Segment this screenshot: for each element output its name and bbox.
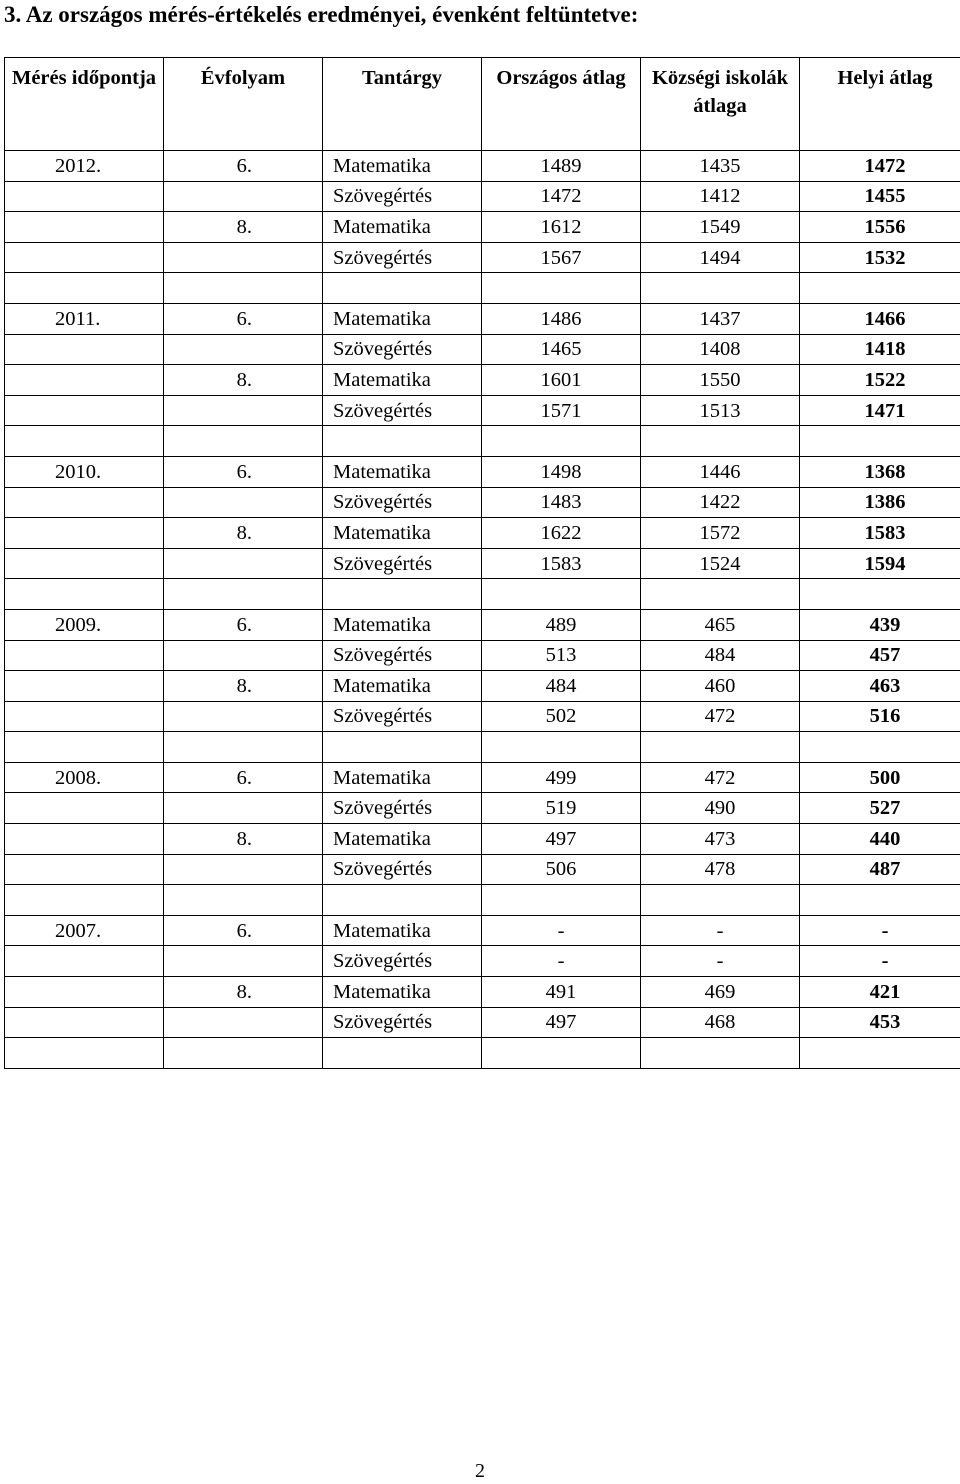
cell-national: 1567	[482, 242, 641, 273]
cell-grade: 6.	[164, 915, 323, 946]
cell-national: -	[482, 915, 641, 946]
table-header-row	[5, 58, 960, 151]
empty-cell	[5, 579, 164, 610]
cell-grade	[164, 701, 323, 732]
cell-subject: Szövegértés	[323, 487, 482, 518]
cell-local: 487	[800, 854, 960, 885]
cell-national: 497	[482, 824, 641, 855]
cell-local: 1386	[800, 487, 960, 518]
cell-grade: 8.	[164, 824, 323, 855]
cell-local: 439	[800, 609, 960, 640]
empty-cell	[323, 273, 482, 304]
cell-date: 2011.	[5, 303, 164, 334]
table-row	[5, 977, 960, 1008]
cell-date	[5, 365, 164, 396]
cell-village: 468	[641, 1007, 800, 1038]
cell-date	[5, 518, 164, 549]
cell-subject: Matematika	[323, 671, 482, 702]
cell-date	[5, 212, 164, 243]
cell-grade	[164, 946, 323, 977]
empty-cell	[164, 426, 323, 457]
empty-cell	[323, 579, 482, 610]
table-row	[5, 487, 960, 518]
cell-date	[5, 487, 164, 518]
cell-grade: 8.	[164, 212, 323, 243]
cell-date: 2010.	[5, 456, 164, 487]
empty-cell	[800, 579, 960, 610]
cell-grade	[164, 242, 323, 273]
cell-village: 1435	[641, 151, 800, 182]
cell-national: 1483	[482, 487, 641, 518]
cell-local: 1594	[800, 548, 960, 579]
section-heading: 3. Az országos mérés-értékelés eredményei, évenként feltüntetve:	[4, 2, 639, 27]
empty-cell	[5, 426, 164, 457]
header-village: Községi iskolák átlaga	[641, 58, 800, 151]
table-body	[5, 151, 960, 1069]
cell-grade	[164, 793, 323, 824]
cell-national: 506	[482, 854, 641, 885]
cell-national: 513	[482, 640, 641, 671]
cell-village: 1408	[641, 334, 800, 365]
cell-village: 1412	[641, 181, 800, 212]
cell-village: 1572	[641, 518, 800, 549]
cell-village: 1524	[641, 548, 800, 579]
cell-local: 1471	[800, 395, 960, 426]
cell-date	[5, 395, 164, 426]
cell-subject: Szövegértés	[323, 242, 482, 273]
cell-local: 1418	[800, 334, 960, 365]
cell-local: 1556	[800, 212, 960, 243]
table-row	[5, 518, 960, 549]
cell-national: -	[482, 946, 641, 977]
empty-cell	[641, 1038, 800, 1069]
cell-grade	[164, 854, 323, 885]
cell-local: 453	[800, 1007, 960, 1038]
page-number: 2	[475, 1460, 485, 1482]
cell-date	[5, 977, 164, 1008]
cell-local: 1455	[800, 181, 960, 212]
empty-cell	[482, 579, 641, 610]
cell-subject: Szövegértés	[323, 854, 482, 885]
cell-grade	[164, 395, 323, 426]
table-row	[5, 854, 960, 885]
cell-national: 1612	[482, 212, 641, 243]
cell-local: 463	[800, 671, 960, 702]
empty-cell	[800, 273, 960, 304]
cell-date	[5, 793, 164, 824]
cell-village: 1422	[641, 487, 800, 518]
cell-village: 472	[641, 701, 800, 732]
empty-cell	[5, 1038, 164, 1069]
cell-subject: Szövegértés	[323, 334, 482, 365]
table-row	[5, 242, 960, 273]
empty-cell	[164, 732, 323, 763]
cell-grade: 6.	[164, 151, 323, 182]
empty-cell	[800, 1038, 960, 1069]
table-row	[5, 395, 960, 426]
header-grade: Évfolyam	[164, 58, 323, 151]
cell-subject: Matematika	[323, 303, 482, 334]
cell-national: 1498	[482, 456, 641, 487]
cell-national: 499	[482, 762, 641, 793]
results-table	[4, 57, 960, 1069]
table-row	[5, 365, 960, 396]
cell-grade: 6.	[164, 456, 323, 487]
spacer-row	[5, 426, 960, 457]
cell-subject: Matematika	[323, 456, 482, 487]
cell-subject: Szövegértés	[323, 395, 482, 426]
spacer-row	[5, 579, 960, 610]
cell-grade: 6.	[164, 609, 323, 640]
cell-date	[5, 640, 164, 671]
cell-village: -	[641, 915, 800, 946]
cell-date	[5, 854, 164, 885]
cell-national: 489	[482, 609, 641, 640]
cell-national: 1465	[482, 334, 641, 365]
header-date: Mérés időpontja	[5, 58, 164, 151]
cell-village: 1494	[641, 242, 800, 273]
cell-national: 1489	[482, 151, 641, 182]
cell-grade: 8.	[164, 671, 323, 702]
empty-cell	[482, 885, 641, 916]
header-subject: Tantárgy	[323, 58, 482, 151]
cell-village: 484	[641, 640, 800, 671]
cell-local: 440	[800, 824, 960, 855]
cell-subject: Szövegértés	[323, 548, 482, 579]
empty-cell	[164, 885, 323, 916]
table-row	[5, 946, 960, 977]
cell-date	[5, 701, 164, 732]
table-row	[5, 181, 960, 212]
cell-national: 1472	[482, 181, 641, 212]
cell-subject: Matematika	[323, 762, 482, 793]
cell-village: 1513	[641, 395, 800, 426]
cell-village: 473	[641, 824, 800, 855]
cell-village: 1446	[641, 456, 800, 487]
table-row	[5, 793, 960, 824]
cell-subject: Szövegértés	[323, 1007, 482, 1038]
spacer-row	[5, 1038, 960, 1069]
cell-local: 457	[800, 640, 960, 671]
empty-cell	[164, 273, 323, 304]
cell-village: 478	[641, 854, 800, 885]
cell-local: 1368	[800, 456, 960, 487]
table-row	[5, 212, 960, 243]
table-row	[5, 762, 960, 793]
cell-local: 1522	[800, 365, 960, 396]
table-row	[5, 303, 960, 334]
table-row	[5, 640, 960, 671]
cell-grade: 8.	[164, 518, 323, 549]
empty-cell	[482, 732, 641, 763]
empty-cell	[800, 732, 960, 763]
empty-cell	[5, 732, 164, 763]
empty-cell	[800, 885, 960, 916]
cell-date	[5, 242, 164, 273]
cell-grade	[164, 181, 323, 212]
cell-village: 1549	[641, 212, 800, 243]
cell-national: 502	[482, 701, 641, 732]
cell-grade: 6.	[164, 303, 323, 334]
cell-subject: Matematika	[323, 824, 482, 855]
cell-local: -	[800, 915, 960, 946]
table-row	[5, 456, 960, 487]
cell-subject: Szövegértés	[323, 793, 482, 824]
empty-cell	[323, 426, 482, 457]
cell-national: 1571	[482, 395, 641, 426]
cell-village: 472	[641, 762, 800, 793]
cell-subject: Matematika	[323, 151, 482, 182]
cell-local: 516	[800, 701, 960, 732]
cell-date: 2007.	[5, 915, 164, 946]
empty-cell	[323, 1038, 482, 1069]
empty-cell	[482, 1038, 641, 1069]
table-row	[5, 1007, 960, 1038]
cell-grade	[164, 640, 323, 671]
cell-date: 2008.	[5, 762, 164, 793]
empty-cell	[482, 426, 641, 457]
table-row	[5, 824, 960, 855]
cell-subject: Szövegértés	[323, 946, 482, 977]
cell-local: 1472	[800, 151, 960, 182]
empty-cell	[164, 579, 323, 610]
cell-village: 469	[641, 977, 800, 1008]
empty-cell	[323, 885, 482, 916]
cell-date: 2009.	[5, 609, 164, 640]
cell-village: -	[641, 946, 800, 977]
table-row	[5, 915, 960, 946]
cell-national: 1601	[482, 365, 641, 396]
table-row	[5, 671, 960, 702]
empty-cell	[641, 579, 800, 610]
cell-subject: Matematika	[323, 212, 482, 243]
empty-cell	[641, 426, 800, 457]
empty-cell	[164, 1038, 323, 1069]
cell-subject: Szövegértés	[323, 701, 482, 732]
empty-cell	[323, 732, 482, 763]
cell-grade: 6.	[164, 762, 323, 793]
cell-village: 490	[641, 793, 800, 824]
header-local: Helyi átlag	[800, 58, 960, 151]
cell-date	[5, 824, 164, 855]
cell-subject: Matematika	[323, 915, 482, 946]
empty-cell	[641, 885, 800, 916]
cell-subject: Szövegértés	[323, 640, 482, 671]
cell-date: 2012.	[5, 151, 164, 182]
empty-cell	[641, 273, 800, 304]
spacer-row	[5, 885, 960, 916]
spacer-row	[5, 273, 960, 304]
cell-date	[5, 334, 164, 365]
empty-cell	[482, 273, 641, 304]
cell-village: 465	[641, 609, 800, 640]
cell-national: 1486	[482, 303, 641, 334]
cell-national: 519	[482, 793, 641, 824]
table-row	[5, 609, 960, 640]
cell-subject: Matematika	[323, 518, 482, 549]
cell-local: 421	[800, 977, 960, 1008]
cell-local: 1466	[800, 303, 960, 334]
cell-local: 1583	[800, 518, 960, 549]
cell-village: 1550	[641, 365, 800, 396]
header-national: Országos átlag	[482, 58, 641, 151]
cell-date	[5, 1007, 164, 1038]
cell-national: 484	[482, 671, 641, 702]
spacer-row	[5, 732, 960, 763]
empty-cell	[5, 885, 164, 916]
cell-grade: 8.	[164, 365, 323, 396]
cell-national: 497	[482, 1007, 641, 1038]
cell-subject: Szövegértés	[323, 181, 482, 212]
cell-subject: Matematika	[323, 365, 482, 396]
cell-local: 527	[800, 793, 960, 824]
empty-cell	[800, 426, 960, 457]
table-row	[5, 548, 960, 579]
cell-date	[5, 671, 164, 702]
cell-national: 1583	[482, 548, 641, 579]
cell-grade: 8.	[164, 977, 323, 1008]
cell-village: 1437	[641, 303, 800, 334]
cell-date	[5, 946, 164, 977]
cell-grade	[164, 548, 323, 579]
cell-grade	[164, 334, 323, 365]
cell-date	[5, 548, 164, 579]
cell-grade	[164, 487, 323, 518]
empty-cell	[5, 273, 164, 304]
cell-local: 500	[800, 762, 960, 793]
cell-grade	[164, 1007, 323, 1038]
table-row	[5, 701, 960, 732]
cell-date	[5, 181, 164, 212]
cell-subject: Matematika	[323, 977, 482, 1008]
table-row	[5, 151, 960, 182]
cell-subject: Matematika	[323, 609, 482, 640]
cell-national: 1622	[482, 518, 641, 549]
cell-village: 460	[641, 671, 800, 702]
cell-national: 491	[482, 977, 641, 1008]
table-row	[5, 334, 960, 365]
empty-cell	[641, 732, 800, 763]
cell-local: -	[800, 946, 960, 977]
cell-local: 1532	[800, 242, 960, 273]
